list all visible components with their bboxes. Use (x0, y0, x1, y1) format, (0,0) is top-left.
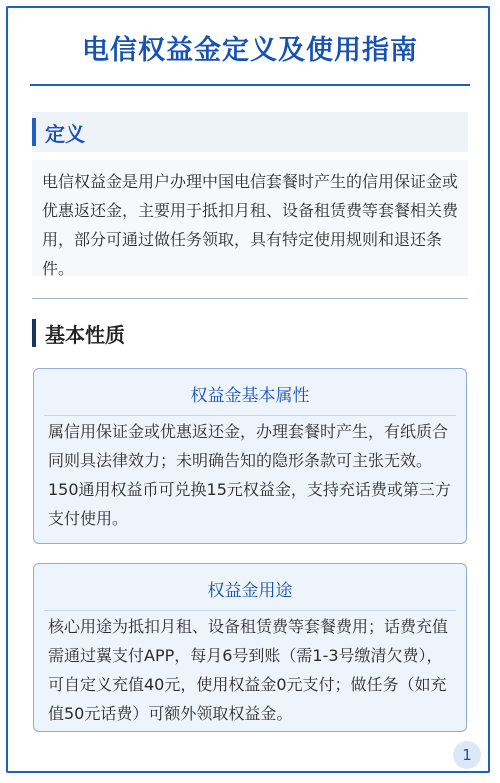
section-divider (32, 298, 468, 299)
card-divider (44, 610, 456, 611)
page-title: 电信权益金定义及使用指南 (82, 35, 418, 66)
section-accent-bar (32, 319, 36, 347)
page-number-badge: 1 (453, 741, 481, 769)
section-header-definition (32, 112, 468, 152)
definition-text: 电信权益金是用户办理中国电信套餐时产生的信用保证金或优惠返还金，主要用于抵扣月租、设备租赁费等套餐相关费用，部分可通过做任务领取，具有特定使用规则和退还条件。 (32, 160, 468, 276)
section-accent-bar (32, 118, 36, 146)
section-heading: 基本性质 (45, 322, 125, 347)
card-body: 核心用途为抵扣月租、设备租赁费等套餐费用；话费充值需通过翼支付APP，每月6号到账（需1-3号缴清欠费），可自定义充值40元，使用权益金0元支付；做任务（如充值50元话费）可额外领取权益金。 (48, 617, 449, 723)
card-title: 权益金用途 (207, 581, 293, 601)
section-header-nature (32, 313, 468, 353)
title-underline (30, 84, 470, 86)
card-basic-attributes (33, 368, 467, 544)
card-divider (44, 415, 456, 416)
card-usage (33, 563, 467, 732)
card-title: 权益金基本属性 (190, 386, 310, 406)
section-heading: 定义 (45, 121, 85, 146)
card-body: 属信用保证金或优惠返还金，办理套餐时产生，有纸质合同则具法律效力；未明确告知的隐形条款可主张无效。150通用权益币可兑换15元权益金，支持充话费或第三方支付使用。 (48, 422, 451, 528)
